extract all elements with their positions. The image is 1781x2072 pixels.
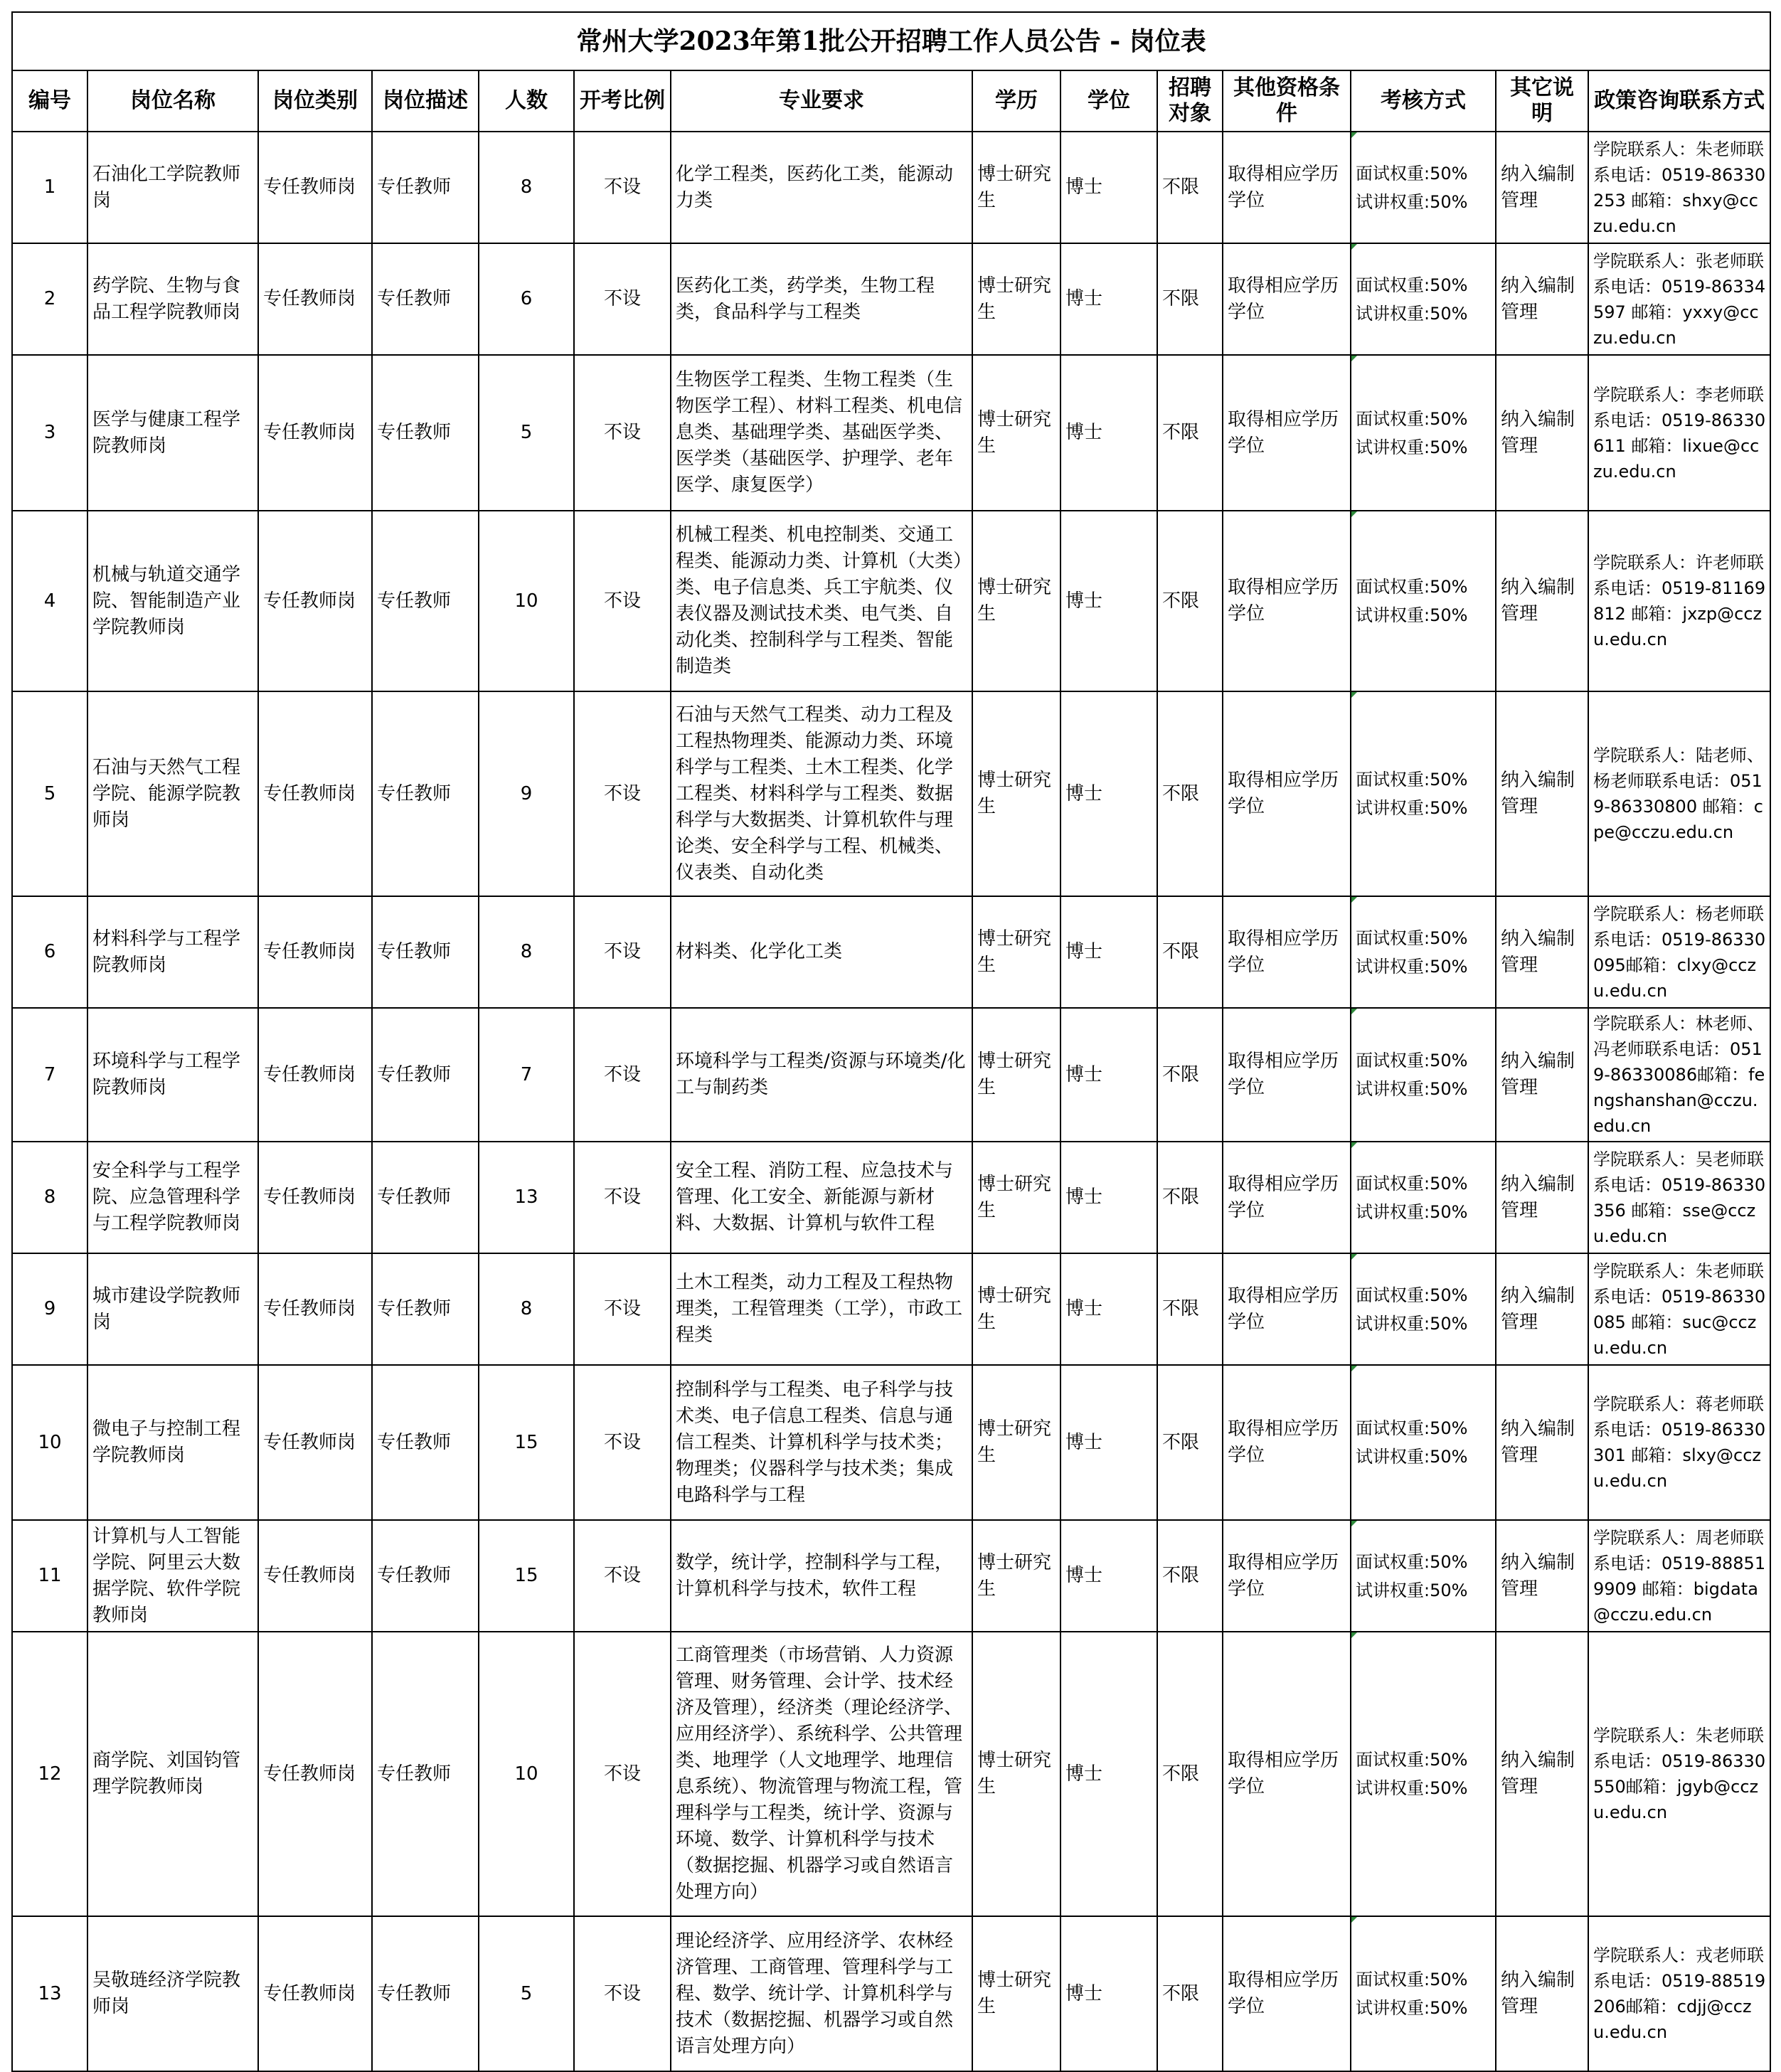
cell-major: 理论经济学、应用经济学、农林经济管理、工商管理、管理科学与工程、数学、统计学、计算机科学与技术（数据挖掘、机器学习或自然语言处理方向） (671, 1916, 972, 2071)
cell-assessment (1351, 1520, 1496, 1632)
assessment-interview-weight: 面试权重:50% (1356, 1551, 1468, 1572)
cell-major: 机械工程类、机电控制类、交通工程类、能源动力类、计算机（大类）类、电子信息类、兵工宇航类、仪表仪器及测试技术类、电气类、自动化类、控制科学与工程类、智能制造类 (671, 511, 972, 691)
cell-degree: 博士 (1060, 1632, 1157, 1916)
cell-education: 博士研究生 (972, 1365, 1060, 1520)
table-row (12, 691, 1770, 896)
cell-comment-marker (1351, 1632, 1357, 1638)
cell-target: 不限 (1157, 355, 1223, 511)
cell-other-conditions: 取得相应学历学位 (1223, 1008, 1351, 1142)
cell-post-name: 安全科学与工程学院、应急管理科学与工程学院教师岗 (87, 1142, 258, 1253)
cell-post-name: 计算机与人工智能学院、阿里云大数据学院、软件学院教师岗 (87, 1520, 258, 1632)
cell-other-conditions: 取得相应学历学位 (1223, 691, 1351, 896)
cell-education: 博士研究生 (972, 1520, 1060, 1632)
cell-major: 安全工程、消防工程、应急技术与管理、化工安全、新能源与新材料、大数据、计算机与软件工程 (671, 1142, 972, 1253)
cell-post-desc: 专任教师 (372, 1916, 479, 2071)
cell-post-desc: 专任教师 (372, 243, 479, 355)
cell-contact: 学院联系人：朱老师联系电话：0519-86330550邮箱：jgyb@cczu.edu.cn (1588, 1632, 1770, 1916)
cell-note: 纳入编制管理 (1496, 1916, 1588, 2071)
col-header-major: 专业要求 (671, 70, 972, 132)
cell-post-name: 石油化工学院教师岗 (87, 132, 258, 243)
cell-assessment (1351, 243, 1496, 355)
cell-target: 不限 (1157, 1520, 1223, 1632)
cell-count: 13 (479, 1142, 574, 1253)
cell-contact: 学院联系人：张老师联系电话：0519-86334597 邮箱：yxxy@cczu.edu.cn (1588, 243, 1770, 355)
cell-other-conditions: 取得相应学历学位 (1223, 1520, 1351, 1632)
cell-ratio: 不设 (574, 511, 671, 691)
cell-comment-marker (1351, 511, 1357, 517)
cell-count: 10 (479, 1632, 574, 1916)
cell-assessment (1351, 1916, 1496, 2071)
cell-post-desc: 专任教师 (372, 1365, 479, 1520)
cell-contact: 学院联系人：朱老师联系电话：0519-86330085 邮箱：suc@cczu.edu.cn (1588, 1253, 1770, 1365)
cell-assessment (1351, 896, 1496, 1008)
cell-target: 不限 (1157, 1632, 1223, 1916)
cell-comment-marker (1351, 132, 1357, 138)
cell-degree: 博士 (1060, 691, 1157, 896)
header-row (12, 70, 1770, 132)
col-header-other: 其他资格条件 (1223, 70, 1351, 132)
cell-note: 纳入编制管理 (1496, 511, 1588, 691)
cell-education: 博士研究生 (972, 691, 1060, 896)
cell-post-type: 专任教师岗 (258, 1253, 372, 1365)
cell-degree: 博士 (1060, 1916, 1157, 2071)
cell-other-conditions: 取得相应学历学位 (1223, 243, 1351, 355)
cell-no: 8 (12, 1142, 87, 1253)
cell-contact: 学院联系人：许老师联系电话：0519-81169812 邮箱：jxzp@cczu.edu.cn (1588, 511, 1770, 691)
table-row (12, 1632, 1770, 1916)
cell-assessment (1351, 132, 1496, 243)
cell-note: 纳入编制管理 (1496, 691, 1588, 896)
cell-degree: 博士 (1060, 1365, 1157, 1520)
assessment-lecture-weight: 试讲权重:50% (1356, 1447, 1468, 1467)
assessment-interview-weight: 面试权重:50% (1356, 1173, 1468, 1194)
col-header-edu: 学历 (972, 70, 1060, 132)
col-header-name: 岗位名称 (87, 70, 258, 132)
job-table-container (11, 11, 1770, 2072)
assessment-lecture-weight: 试讲权重:50% (1356, 1580, 1468, 1600)
cell-contact: 学院联系人：吴老师联系电话：0519-86330356 邮箱：sse@cczu.edu.cn (1588, 1142, 1770, 1253)
cell-ratio: 不设 (574, 896, 671, 1008)
cell-target: 不限 (1157, 1142, 1223, 1253)
assessment-interview-weight: 面试权重:50% (1356, 1051, 1468, 1070)
cell-count: 8 (479, 1253, 574, 1365)
cell-post-type: 专任教师岗 (258, 355, 372, 511)
cell-target: 不限 (1157, 1253, 1223, 1365)
cell-no: 13 (12, 1916, 87, 2071)
cell-count: 7 (479, 1008, 574, 1142)
cell-note: 纳入编制管理 (1496, 1520, 1588, 1632)
cell-count: 8 (479, 132, 574, 243)
cell-major: 工商管理类（市场营销、人力资源管理、财务管理、会计学、技术经济及管理），经济类（理论经济学、应用经济学）、系统科学、公共管理类、地理学（人文地理学、地理信息系统）、物流管理与物流工程，管理科学与工程类，统计学、资源与环境、数学、计算机科学与技术（数据挖掘、机器学习或自然语言处理方向） (671, 1632, 972, 1916)
cell-education: 博士研究生 (972, 511, 1060, 691)
cell-note: 纳入编制管理 (1496, 243, 1588, 355)
cell-contact: 学院联系人：林老师、冯老师联系电话：0519-86330086邮箱：fengshanshan@cczu.edu.cn (1588, 1008, 1770, 1142)
cell-degree: 博士 (1060, 1253, 1157, 1365)
cell-post-desc: 专任教师 (372, 511, 479, 691)
cell-other-conditions: 取得相应学历学位 (1223, 511, 1351, 691)
cell-post-desc: 专任教师 (372, 1142, 479, 1253)
cell-education: 博士研究生 (972, 1632, 1060, 1916)
cell-post-desc: 专任教师 (372, 1632, 479, 1916)
assessment-lecture-weight: 试讲权重:50% (1356, 303, 1468, 324)
cell-ratio: 不设 (574, 1142, 671, 1253)
assessment-lecture-weight: 试讲权重:50% (1356, 798, 1468, 818)
assessment-interview-weight: 面试权重:50% (1356, 163, 1468, 184)
cell-major: 石油与天然气工程类、动力工程及工程热物理类、能源动力类、环境科学与工程类、土木工程类、化学工程类、材料科学与工程类、数据科学与大数据类、计算机软件与理论类、安全科学与工程、机械类、仪表类、自动化类 (671, 691, 972, 896)
cell-other-conditions: 取得相应学历学位 (1223, 1632, 1351, 1916)
cell-ratio: 不设 (574, 1008, 671, 1142)
cell-education: 博士研究生 (972, 243, 1060, 355)
cell-post-name: 环境科学与工程学院教师岗 (87, 1008, 258, 1142)
table-row (12, 896, 1770, 1008)
cell-note: 纳入编制管理 (1496, 1008, 1588, 1142)
col-header-assess: 考核方式 (1351, 70, 1496, 132)
cell-contact: 学院联系人：陆老师、杨老师联系电话：0519-86330800 邮箱：cpe@cczu.edu.cn (1588, 691, 1770, 896)
cell-note: 纳入编制管理 (1496, 132, 1588, 243)
cell-assessment (1351, 691, 1496, 896)
cell-major: 医药化工类，药学类，生物工程类，食品科学与工程类 (671, 243, 972, 355)
col-header-type: 岗位类别 (258, 70, 372, 132)
cell-target: 不限 (1157, 1365, 1223, 1520)
assessment-interview-weight: 面试权重:50% (1356, 928, 1468, 948)
cell-post-desc: 专任教师 (372, 132, 479, 243)
cell-no: 9 (12, 1253, 87, 1365)
cell-ratio: 不设 (574, 1632, 671, 1916)
table-row (12, 1365, 1770, 1520)
assessment-interview-weight: 面试权重:50% (1356, 1750, 1468, 1770)
cell-no: 5 (12, 691, 87, 896)
cell-post-type: 专任教师岗 (258, 1632, 372, 1916)
cell-comment-marker (1351, 1366, 1357, 1371)
cell-assessment (1351, 1008, 1496, 1142)
cell-ratio: 不设 (574, 1365, 671, 1520)
table-row (12, 1142, 1770, 1253)
cell-post-type: 专任教师岗 (258, 691, 372, 896)
table-row (12, 1253, 1770, 1365)
cell-post-name: 机械与轨道交通学院、智能制造产业学院教师岗 (87, 511, 258, 691)
cell-comment-marker (1351, 1521, 1357, 1526)
page-title: 常州大学2023年第1批公开招聘工作人员公告 - 岗位表 (12, 12, 1770, 70)
cell-comment-marker (1351, 1142, 1357, 1148)
cell-degree: 博士 (1060, 1520, 1157, 1632)
cell-education: 博士研究生 (972, 132, 1060, 243)
table-row (12, 1008, 1770, 1142)
cell-target: 不限 (1157, 1916, 1223, 2071)
cell-degree: 博士 (1060, 355, 1157, 511)
cell-assessment (1351, 511, 1496, 691)
cell-comment-marker (1351, 1009, 1357, 1014)
cell-post-name: 医学与健康工程学院教师岗 (87, 355, 258, 511)
cell-no: 10 (12, 1365, 87, 1520)
cell-comment-marker (1351, 1917, 1357, 1923)
cell-post-desc: 专任教师 (372, 691, 479, 896)
cell-count: 8 (479, 896, 574, 1008)
cell-other-conditions: 取得相应学历学位 (1223, 896, 1351, 1008)
cell-degree: 博士 (1060, 132, 1157, 243)
job-table (11, 11, 1771, 2072)
cell-major: 材料类、化学化工类 (671, 896, 972, 1008)
cell-no: 7 (12, 1008, 87, 1142)
cell-post-type: 专任教师岗 (258, 1008, 372, 1142)
cell-no: 12 (12, 1632, 87, 1916)
cell-post-name: 商学院、刘国钧管理学院教师岗 (87, 1632, 258, 1916)
table-row (12, 132, 1770, 243)
table-row (12, 355, 1770, 511)
assessment-interview-weight: 面试权重:50% (1356, 770, 1468, 790)
cell-assessment (1351, 1632, 1496, 1916)
cell-post-name: 石油与天然气工程学院、能源学院教师岗 (87, 691, 258, 896)
cell-assessment (1351, 1253, 1496, 1365)
cell-major: 控制科学与工程类、电子科学与技术类、电子信息工程类、信息与通信工程类、计算机科学与技术类；物理类；仪器科学与技术类；集成电路科学与工程 (671, 1365, 972, 1520)
cell-post-type: 专任教师岗 (258, 896, 372, 1008)
col-header-no: 编号 (12, 70, 87, 132)
cell-degree: 博士 (1060, 896, 1157, 1008)
cell-target: 不限 (1157, 896, 1223, 1008)
cell-post-type: 专任教师岗 (258, 1365, 372, 1520)
cell-count: 15 (479, 1520, 574, 1632)
assessment-lecture-weight: 试讲权重:50% (1356, 1778, 1468, 1798)
cell-comment-marker (1351, 356, 1357, 361)
cell-post-desc: 专任教师 (372, 355, 479, 511)
cell-note: 纳入编制管理 (1496, 896, 1588, 1008)
cell-comment-marker (1351, 1254, 1357, 1260)
assessment-interview-weight: 面试权重:50% (1356, 408, 1468, 429)
cell-post-type: 专任教师岗 (258, 1916, 372, 2071)
cell-ratio: 不设 (574, 1253, 671, 1365)
cell-assessment (1351, 1365, 1496, 1520)
cell-ratio: 不设 (574, 243, 671, 355)
cell-other-conditions: 取得相应学历学位 (1223, 132, 1351, 243)
cell-post-type: 专任教师岗 (258, 1142, 372, 1253)
cell-note: 纳入编制管理 (1496, 355, 1588, 511)
cell-education: 博士研究生 (972, 355, 1060, 511)
col-header-ratio: 开考比例 (574, 70, 671, 132)
cell-target: 不限 (1157, 243, 1223, 355)
assessment-lecture-weight: 试讲权重:50% (1356, 437, 1468, 457)
cell-no: 1 (12, 132, 87, 243)
cell-contact: 学院联系人：蒋老师联系电话：0519-86330301 邮箱：slxy@cczu.edu.cn (1588, 1365, 1770, 1520)
title-row (12, 12, 1770, 70)
cell-ratio: 不设 (574, 1520, 671, 1632)
cell-ratio: 不设 (574, 691, 671, 896)
cell-post-desc: 专任教师 (372, 1253, 479, 1365)
cell-contact: 学院联系人：周老师联系电话：0519-888519909 邮箱：bigdata@cczu.edu.cn (1588, 1520, 1770, 1632)
cell-degree: 博士 (1060, 1008, 1157, 1142)
cell-target: 不限 (1157, 132, 1223, 243)
cell-post-desc: 专任教师 (372, 896, 479, 1008)
cell-other-conditions: 取得相应学历学位 (1223, 1253, 1351, 1365)
assessment-lecture-weight: 试讲权重:50% (1356, 956, 1468, 977)
cell-post-name: 吴敬琏经济学院教师岗 (87, 1916, 258, 2071)
cell-major: 生物医学工程类、生物工程类（生物医学工程）、材料工程类、机电信息类、基础理学类、基础医学类、医学类（基础医学、护理学、老年医学、康复医学） (671, 355, 972, 511)
cell-degree: 博士 (1060, 511, 1157, 691)
assessment-lecture-weight: 试讲权重:50% (1356, 1313, 1468, 1334)
assessment-interview-weight: 面试权重:50% (1356, 275, 1468, 295)
cell-education: 博士研究生 (972, 1253, 1060, 1365)
cell-ratio: 不设 (574, 132, 671, 243)
cell-no: 6 (12, 896, 87, 1008)
cell-count: 5 (479, 1916, 574, 2071)
cell-post-name: 城市建设学院教师岗 (87, 1253, 258, 1365)
cell-other-conditions: 取得相应学历学位 (1223, 1365, 1351, 1520)
cell-education: 博士研究生 (972, 1916, 1060, 2071)
assessment-interview-weight: 面试权重:50% (1356, 1285, 1468, 1305)
cell-target: 不限 (1157, 511, 1223, 691)
cell-comment-marker (1351, 897, 1357, 903)
cell-no: 11 (12, 1520, 87, 1632)
cell-assessment (1351, 355, 1496, 511)
cell-no: 3 (12, 355, 87, 511)
cell-note: 纳入编制管理 (1496, 1365, 1588, 1520)
cell-no: 2 (12, 243, 87, 355)
cell-post-type: 专任教师岗 (258, 132, 372, 243)
cell-contact: 学院联系人：李老师联系电话：0519-86330611 邮箱：lixue@cczu.edu.cn (1588, 355, 1770, 511)
cell-count: 6 (479, 243, 574, 355)
cell-degree: 博士 (1060, 1142, 1157, 1253)
cell-post-type: 专任教师岗 (258, 243, 372, 355)
cell-post-name: 药学院、生物与食品工程学院教师岗 (87, 243, 258, 355)
cell-target: 不限 (1157, 1008, 1223, 1142)
cell-note: 纳入编制管理 (1496, 1253, 1588, 1365)
table-body (12, 132, 1770, 2071)
cell-no: 4 (12, 511, 87, 691)
cell-degree: 博士 (1060, 243, 1157, 355)
cell-major: 化学工程类，医药化工类，能源动力类 (671, 132, 972, 243)
cell-comment-marker (1351, 692, 1357, 698)
assessment-interview-weight: 面试权重:50% (1356, 1970, 1468, 1989)
cell-major: 土木工程类，动力工程及工程热物理类，工程管理类（工学），市政工程类 (671, 1253, 972, 1365)
assessment-interview-weight: 面试权重:50% (1356, 1418, 1468, 1438)
cell-contact: 学院联系人：朱老师联系电话：0519-86330253 邮箱：shxy@cczu.edu.cn (1588, 132, 1770, 243)
cell-education: 博士研究生 (972, 896, 1060, 1008)
table-row (12, 1520, 1770, 1632)
cell-education: 博士研究生 (972, 1142, 1060, 1253)
assessment-lecture-weight: 试讲权重:50% (1356, 1998, 1468, 2018)
col-header-note: 其它说明 (1496, 70, 1588, 132)
col-header-target: 招聘对象 (1157, 70, 1223, 132)
col-header-degree: 学位 (1060, 70, 1157, 132)
cell-ratio: 不设 (574, 355, 671, 511)
cell-ratio: 不设 (574, 1916, 671, 2071)
cell-major: 数学，统计学，控制科学与工程，计算机科学与技术，软件工程 (671, 1520, 972, 1632)
cell-note: 纳入编制管理 (1496, 1632, 1588, 1916)
cell-assessment (1351, 1142, 1496, 1253)
cell-other-conditions: 取得相应学历学位 (1223, 1142, 1351, 1253)
cell-other-conditions: 取得相应学历学位 (1223, 1916, 1351, 2071)
col-header-contact: 政策咨询联系方式 (1588, 70, 1770, 132)
cell-education: 博士研究生 (972, 1008, 1060, 1142)
cell-note: 纳入编制管理 (1496, 1142, 1588, 1253)
cell-contact: 学院联系人：杨老师联系电话：0519-86330095邮箱：clxy@cczu.edu.cn (1588, 896, 1770, 1008)
cell-target: 不限 (1157, 691, 1223, 896)
cell-post-type: 专任教师岗 (258, 1520, 372, 1632)
col-header-desc: 岗位描述 (372, 70, 479, 132)
cell-count: 9 (479, 691, 574, 896)
cell-post-desc: 专任教师 (372, 1520, 479, 1632)
cell-comment-marker (1351, 244, 1357, 250)
cell-contact: 学院联系人：戎老师联系电话：0519-88519206邮箱：cdjj@cczu.edu.cn (1588, 1916, 1770, 2071)
assessment-lecture-weight: 试讲权重:50% (1356, 1201, 1468, 1222)
cell-other-conditions: 取得相应学历学位 (1223, 355, 1351, 511)
cell-post-desc: 专任教师 (372, 1008, 479, 1142)
cell-post-name: 微电子与控制工程学院教师岗 (87, 1365, 258, 1520)
assessment-interview-weight: 面试权重:50% (1356, 577, 1468, 597)
cell-count: 15 (479, 1365, 574, 1520)
cell-count: 10 (479, 511, 574, 691)
assessment-lecture-weight: 试讲权重:50% (1356, 191, 1468, 212)
col-header-count: 人数 (479, 70, 574, 132)
assessment-lecture-weight: 试讲权重:50% (1356, 605, 1468, 625)
table-row (12, 1916, 1770, 2071)
cell-post-type: 专任教师岗 (258, 511, 372, 691)
table-row (12, 243, 1770, 355)
cell-post-name: 材料科学与工程学院教师岗 (87, 896, 258, 1008)
cell-count: 5 (479, 355, 574, 511)
table-row (12, 511, 1770, 691)
cell-major: 环境科学与工程类/资源与环境类/化工与制药类 (671, 1008, 972, 1142)
assessment-lecture-weight: 试讲权重:50% (1356, 1079, 1468, 1099)
